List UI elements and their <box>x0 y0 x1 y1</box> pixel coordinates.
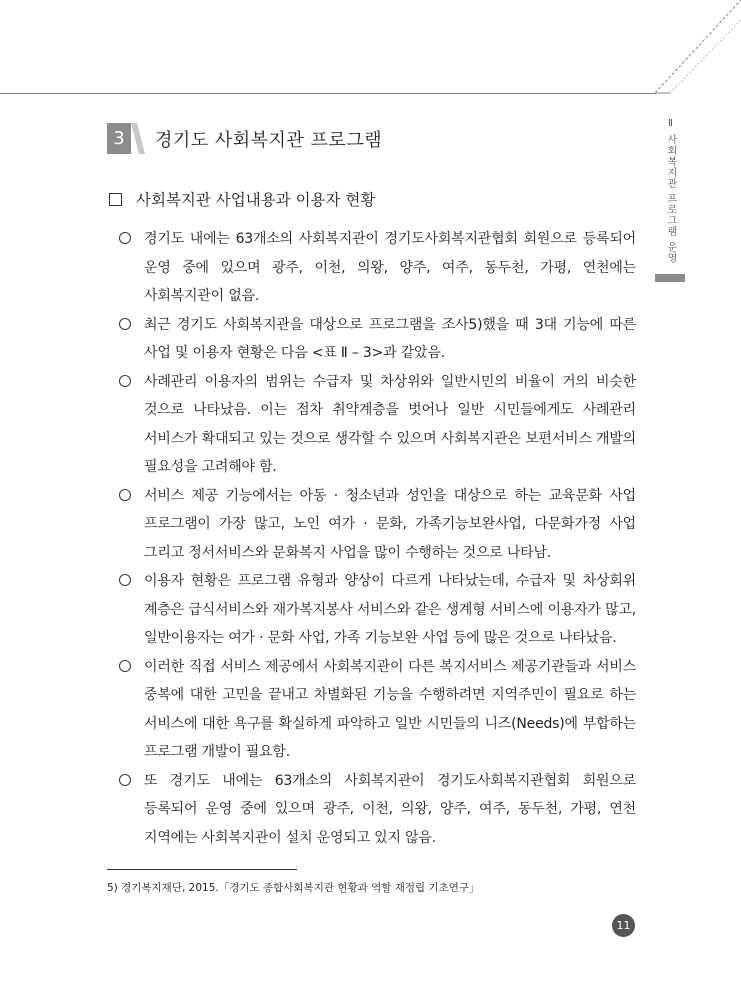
list-item-text: 경기도 내에는 63개소의 사회복지관이 경기도사회복지관협회 회원으로 등록되어 운영 중에 있으며 광주, 이천, 의왕, 양주, 여주, 동두천, 가평, 연천에는 사회복지관이 없음. <box>144 231 636 304</box>
header-rule <box>0 93 655 94</box>
list-item <box>118 225 636 311</box>
side-tab-label: Ⅱ 사회복지관 프로그램 운영 <box>665 118 676 264</box>
list-item-text: 또 경기도 내에는 63개소의 사회복지관이 경기도사회복지관협회 회원으로 등록되어 운영 중에 있으며 광주, 이천, 의왕, 양주, 여주, 동두천, 가평, 연천 지역에는 사회복지관이 설치 운영되고 있지 않음. <box>144 772 636 846</box>
section-title: 경기도 사회복지관 프로그램 <box>155 129 383 151</box>
list-item <box>118 567 636 653</box>
circle-bullet-icon <box>119 232 131 244</box>
list-item-text: 이러한 직접 서비스 제공에서 사회복지관이 다른 복지서비스 제공기관들과 서비스 중복에 대한 고민을 끝내고 차별화된 기능을 수행하려면 지역주민이 필요로 하는 서비스에 대한 욕구를 확실하게 파악하고 일반 시민들의 니즈(Needs)에 부합하는 프로그램 개발이 필요함. <box>144 658 636 760</box>
list-item <box>118 482 636 568</box>
section-number: 3 <box>107 123 131 154</box>
list-item <box>118 311 636 368</box>
circle-bullet-icon <box>119 375 131 387</box>
list-item-text: 이용자 현황은 프로그램 유형과 양상이 다르게 나타났는데, 수급자 및 차상회위 계층은 급식서비스와 재가복지봉사 서비스와 같은 생계형 서비스에 이용자가 많고, 일반이용자는 여가 · 문화 사업, 가족 기능보완 사업 등에 많은 것으로 나타났음. <box>144 573 636 646</box>
circle-bullet-icon <box>119 489 131 501</box>
subheading-text: 사회복지관 사업내용과 이용자 현황 <box>136 191 376 209</box>
square-bullet-icon <box>109 193 122 206</box>
list-item <box>118 767 636 853</box>
list-item-text: 사례관리 이용자의 범위는 수급자 및 차상위와 일반시민의 비율이 거의 비슷한 것으로 나타났음. 이는 점차 취약계층을 벗어나 일반 시민들에게도 사례관리 서비스가 확대되고 있는 것으로 생각할 수 있으며 사회복지관은 보편서비스 개발의 필요성을 고려해야 함. <box>144 373 636 475</box>
page-number-badge: 11 <box>612 914 635 937</box>
body-content <box>118 225 636 852</box>
subheading <box>109 188 375 210</box>
footnote-rule <box>107 869 297 870</box>
circle-bullet-icon <box>119 774 131 786</box>
circle-bullet-icon <box>119 574 131 586</box>
footnote: 5) 경기복지재단, 2015.「경기도 종합사회복지관 현황과 역할 재정립 기초연구」 <box>107 882 480 894</box>
list-item-text: 서비스 제공 기능에서는 아동 · 청소년과 성인을 대상으로 하는 교육문화 사업 프로그램이 가장 많고, 노인 여가 · 문화, 가족기능보완사업, 다문화가정 사업 그리고 정서서비스와 문화복지 사업을 많이 수행하는 것으로 나타남. <box>144 487 636 561</box>
list-item-text: 최근 경기도 사회복지관을 대상으로 프로그램을 조사5)했을 때 3대 기능에 따른 사업 및 이용자 현황은 다음 <표 Ⅱ – 3>과 같았음. <box>144 316 636 361</box>
list-item <box>118 653 636 767</box>
circle-bullet-icon <box>119 660 131 672</box>
side-tab-bar <box>655 274 685 282</box>
section-heading <box>107 123 382 154</box>
section-slash-decoration <box>131 123 145 154</box>
page-corner-decoration <box>600 0 741 110</box>
circle-bullet-icon <box>119 318 131 330</box>
list-item <box>118 368 636 482</box>
